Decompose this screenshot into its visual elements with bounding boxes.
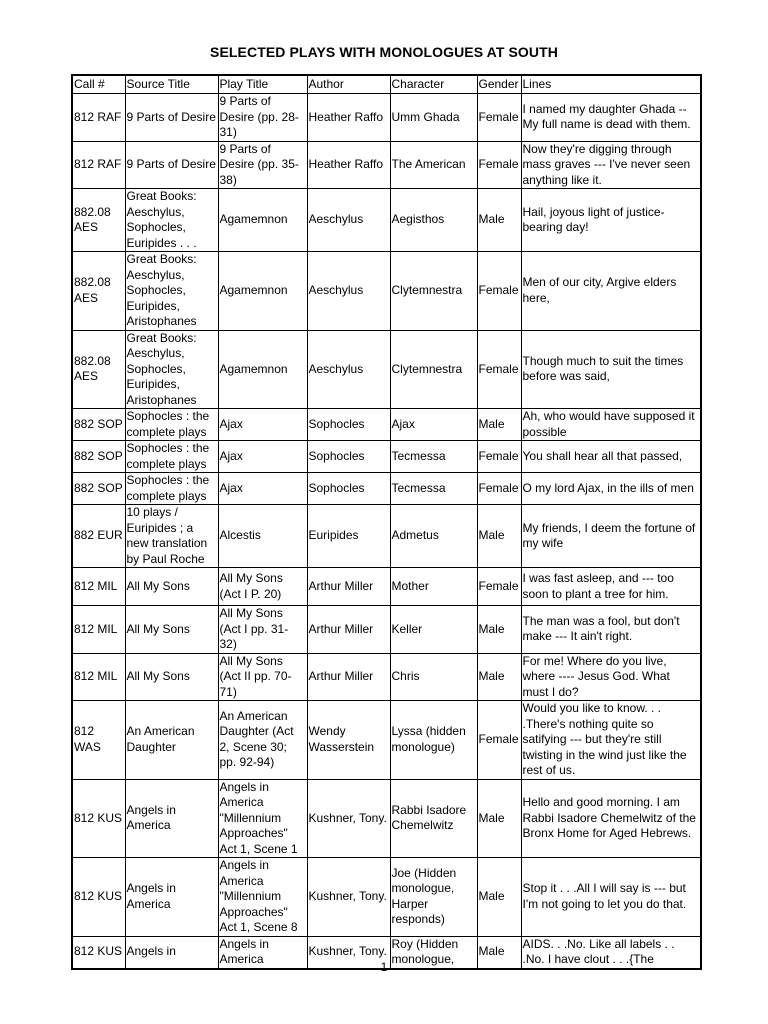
cell-author: Arthur Miller (307, 568, 390, 606)
cell-character: Roy (Hidden monologue, (390, 936, 477, 969)
cell-gender: Female (477, 94, 521, 142)
header-gender: Gender (477, 75, 521, 94)
cell-lines: Now they're digging through mass graves --- I've never seen anything like it. (521, 141, 701, 189)
cell-gender: Female (477, 141, 521, 189)
cell-call-number: 882.08 AES (72, 189, 125, 252)
cell-character: Rabbi Isadore Chemelwitz (390, 779, 477, 858)
cell-author: Kushner, Tony. (307, 779, 390, 858)
cell-lines: Would you like to know. . . .There's nothing quite so satifying --- but they're still twisting in the wind just like the rest of us. (521, 701, 701, 780)
cell-character: Keller (390, 606, 477, 654)
header-lines: Lines (521, 75, 701, 94)
cell-play-title: An American Daughter (Act 2, Scene 30; pp. 92-94) (218, 701, 307, 780)
cell-gender: Male (477, 653, 521, 701)
cell-source-title: Sophocles : the complete plays (125, 409, 218, 441)
header-author: Author (307, 75, 390, 94)
cell-gender: Male (477, 779, 521, 858)
cell-gender: Male (477, 409, 521, 441)
table-row (72, 505, 701, 568)
table-row (72, 568, 701, 606)
document-title: SELECTED PLAYS WITH MONOLOGUES AT SOUTH (210, 44, 558, 60)
cell-play-title: Alcestis (218, 505, 307, 568)
cell-play-title: 9 Parts of Desire (pp. 28-31) (218, 94, 307, 142)
cell-call-number: 812 MIL (72, 653, 125, 701)
cell-character: The American (390, 141, 477, 189)
header-play-title: Play Title (218, 75, 307, 94)
table-row (72, 330, 701, 409)
cell-call-number: 812 WAS (72, 701, 125, 780)
cell-play-title: Ajax (218, 473, 307, 505)
cell-character: Clytemnestra (390, 330, 477, 409)
cell-author: Heather Raffo (307, 94, 390, 142)
page-number: 1 (380, 960, 388, 974)
cell-lines: Hello and good morning. I am Rabbi Isadore Chemelwitz of the Bronx Home for Aged Hebrews. (521, 779, 701, 858)
cell-source-title: Great Books: Aeschylus, Sophocles, Euripides, Aristophanes (125, 330, 218, 409)
cell-character: Lyssa (hidden monologue) (390, 701, 477, 780)
cell-source-title: Sophocles : the complete plays (125, 473, 218, 505)
cell-source-title: Great Books: Aeschylus, Sophocles, Euripides . . . (125, 189, 218, 252)
cell-character: Clytemnestra (390, 252, 477, 331)
cell-lines: I named my daughter Ghada -- My full name is dead with them. (521, 94, 701, 142)
cell-lines: O my lord Ajax, in the ills of men (521, 473, 701, 505)
cell-call-number: 882.08 AES (72, 252, 125, 331)
cell-character: Mother (390, 568, 477, 606)
cell-lines: I was fast asleep, and --- too soon to plant a tree for him. (521, 568, 701, 606)
cell-source-title: Great Books: Aeschylus, Sophocles, Euripides, Aristophanes (125, 252, 218, 331)
cell-gender: Female (477, 441, 521, 473)
cell-author: Kushner, Tony. (307, 936, 390, 969)
cell-call-number: 882 EUR (72, 505, 125, 568)
cell-gender: Female (477, 701, 521, 780)
cell-lines: For me! Where do you live, where ---- Jesus God. What must I do? (521, 653, 701, 701)
plays-table (71, 74, 702, 970)
table-row (72, 441, 701, 473)
cell-play-title: Ajax (218, 441, 307, 473)
cell-call-number: 812 RAF (72, 141, 125, 189)
table-header-row (72, 75, 701, 94)
table-row (72, 409, 701, 441)
cell-source-title: All My Sons (125, 653, 218, 701)
table-row (72, 779, 701, 858)
cell-lines: Men of our city, Argive elders here, (521, 252, 701, 331)
cell-call-number: 812 MIL (72, 568, 125, 606)
cell-lines: Though much to suit the times before was said, (521, 330, 701, 409)
cell-source-title: Angels in America (125, 858, 218, 937)
cell-gender: Male (477, 189, 521, 252)
cell-author: Kushner, Tony. (307, 858, 390, 937)
cell-call-number: 812 RAF (72, 94, 125, 142)
cell-lines: My friends, I deem the fortune of my wife (521, 505, 701, 568)
cell-lines: Hail, joyous light of justice-bearing day! (521, 189, 701, 252)
cell-character: Tecmessa (390, 473, 477, 505)
table-row (72, 858, 701, 937)
cell-source-title: All My Sons (125, 606, 218, 654)
cell-character: Chris (390, 653, 477, 701)
cell-character: Joe (Hidden monologue, Harper responds) (390, 858, 477, 937)
cell-call-number: 812 KUS (72, 936, 125, 969)
cell-lines: Ah, who would have supposed it possible (521, 409, 701, 441)
cell-character: Tecmessa (390, 441, 477, 473)
cell-author: Sophocles (307, 441, 390, 473)
table-body (72, 94, 701, 969)
cell-author: Aeschylus (307, 189, 390, 252)
cell-play-title: All My Sons (Act I pp. 31-32) (218, 606, 307, 654)
cell-source-title: All My Sons (125, 568, 218, 606)
cell-source-title: 10 plays / Euripides ; a new translation by Paul Roche (125, 505, 218, 568)
cell-play-title: Agamemnon (218, 189, 307, 252)
cell-call-number: 812 KUS (72, 779, 125, 858)
cell-source-title: Sophocles : the complete plays (125, 441, 218, 473)
cell-gender: Male (477, 858, 521, 937)
table-row (72, 653, 701, 701)
cell-source-title: Angels in America (125, 779, 218, 858)
cell-play-title: Agamemnon (218, 330, 307, 409)
cell-lines: Stop it . . .All I will say is --- but I'm not going to let you do that. (521, 858, 701, 937)
cell-character: Umm Ghada (390, 94, 477, 142)
cell-call-number: 882.08 AES (72, 330, 125, 409)
header-call-number: Call # (72, 75, 125, 94)
table-row (72, 701, 701, 780)
cell-character: Aegisthos (390, 189, 477, 252)
cell-author: Euripides (307, 505, 390, 568)
cell-author: Heather Raffo (307, 141, 390, 189)
cell-gender: Female (477, 568, 521, 606)
cell-call-number: 812 KUS (72, 858, 125, 937)
cell-source-title: Angels in (125, 936, 218, 969)
cell-gender: Male (477, 505, 521, 568)
table-row (72, 94, 701, 142)
cell-play-title: All My Sons (Act I P. 20) (218, 568, 307, 606)
cell-play-title: Angels in America "Millennium Approaches" Act 1, Scene 8 (218, 858, 307, 937)
table-row (72, 473, 701, 505)
cell-lines: The man was a fool, but don't make --- It ain't right. (521, 606, 701, 654)
cell-gender: Female (477, 330, 521, 409)
cell-gender: Female (477, 252, 521, 331)
cell-author: Arthur Miller (307, 606, 390, 654)
cell-lines: AIDS. . .No. Like all labels . . .No. I have clout . . .{The (521, 936, 701, 969)
cell-play-title: Agamemnon (218, 252, 307, 331)
cell-play-title: 9 Parts of Desire (pp. 35-38) (218, 141, 307, 189)
cell-source-title: An American Daughter (125, 701, 218, 780)
cell-author: Sophocles (307, 473, 390, 505)
table-row (72, 252, 701, 331)
cell-play-title: Ajax (218, 409, 307, 441)
table-row (72, 606, 701, 654)
cell-gender: Female (477, 473, 521, 505)
cell-character: Admetus (390, 505, 477, 568)
cell-gender: Male (477, 606, 521, 654)
cell-gender: Male (477, 936, 521, 969)
header-source-title: Source Title (125, 75, 218, 94)
cell-call-number: 882 SOP (72, 409, 125, 441)
cell-lines: You shall hear all that passed, (521, 441, 701, 473)
table-row (72, 141, 701, 189)
cell-play-title: All My Sons (Act II pp. 70-71) (218, 653, 307, 701)
cell-source-title: 9 Parts of Desire (125, 94, 218, 142)
cell-source-title: 9 Parts of Desire (125, 141, 218, 189)
cell-author: Sophocles (307, 409, 390, 441)
cell-author: Aeschylus (307, 252, 390, 331)
cell-author: Aeschylus (307, 330, 390, 409)
cell-author: Wendy Wasserstein (307, 701, 390, 780)
cell-call-number: 882 SOP (72, 473, 125, 505)
header-character: Character (390, 75, 477, 94)
cell-call-number: 812 MIL (72, 606, 125, 654)
cell-play-title: Angels in America (218, 936, 307, 969)
cell-character: Ajax (390, 409, 477, 441)
cell-call-number: 882 SOP (72, 441, 125, 473)
cell-author: Arthur Miller (307, 653, 390, 701)
cell-play-title: Angels in America "Millennium Approaches" Act 1, Scene 1 (218, 779, 307, 858)
table-row (72, 189, 701, 252)
